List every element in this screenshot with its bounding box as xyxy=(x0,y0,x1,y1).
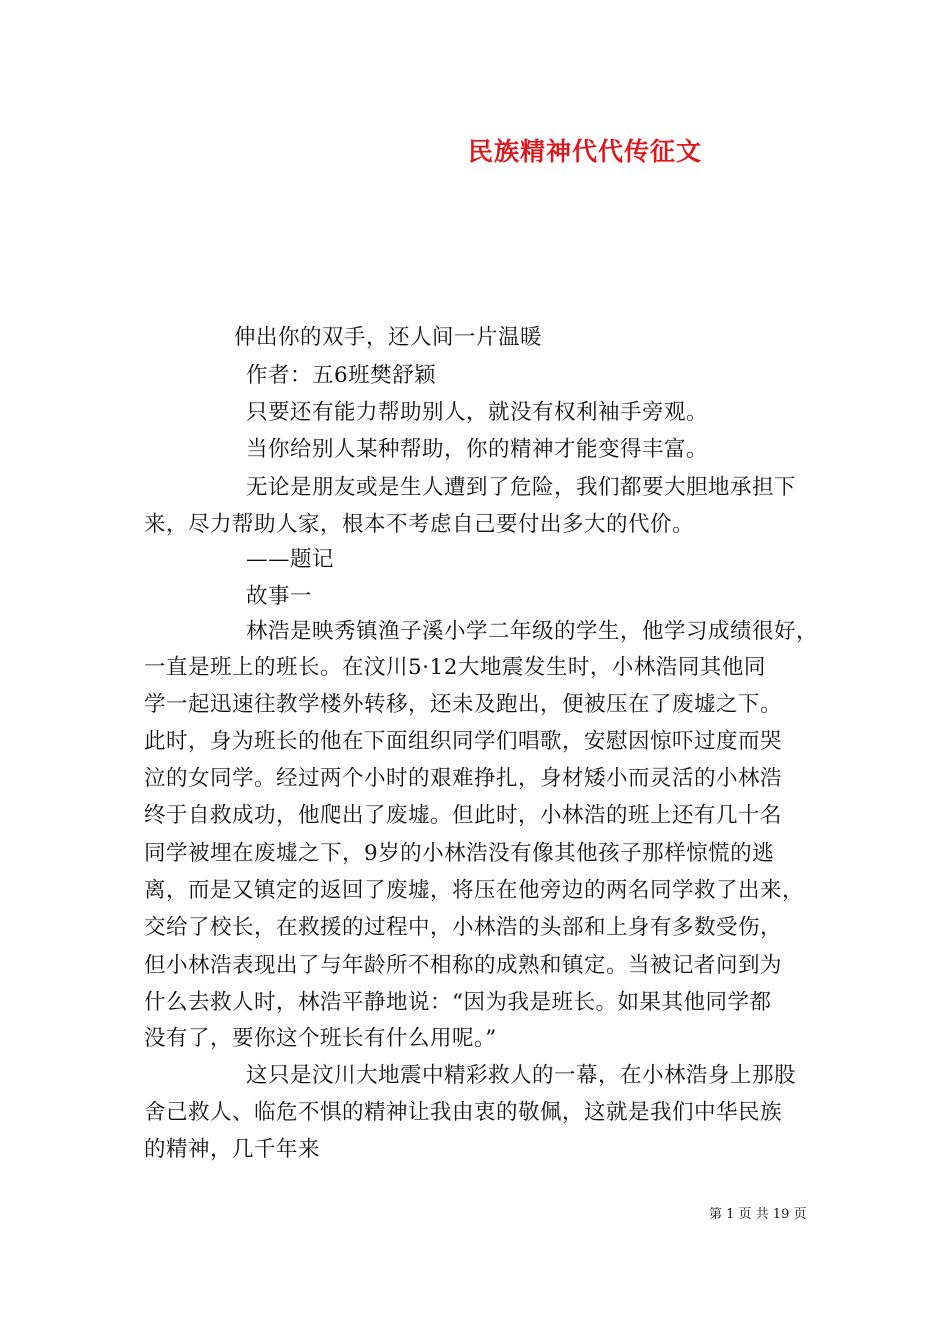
body-line: 学一起迅速往教学楼外转移，还未及跑出，便被压在了废墟之下。 xyxy=(144,692,783,717)
body-line: 当你给别人某种帮助，你的精神才能变得丰富。 xyxy=(246,437,709,462)
body-line: 什么去救人时，林浩平静地说：“因为我是班长。如果其他同学都 xyxy=(144,990,772,1015)
body-line: 只要还有能力帮助别人，就没有权利袖手旁观。 xyxy=(246,400,709,425)
body-line: 一直是班上的班长。在汶川5·12大地震发生时，小林浩同其他同 xyxy=(144,655,766,680)
body-line: 舍己救人、临危不惧的精神让我由衷的敬佩，这就是我们中华民族 xyxy=(144,1100,783,1125)
body-line: 但小林浩表现出了与年龄所不相称的成熟和镇定。当被记者问到为 xyxy=(144,953,783,978)
author-line: 作者：五6班樊舒颖 xyxy=(246,363,437,388)
body-line: 同学被埋在废墟之下，9岁的小林浩没有像其他孩子那样惊慌的逃 xyxy=(144,841,775,866)
document-title: 民族精神代代传征文 xyxy=(467,137,702,166)
body-line: 的精神，几千年来 xyxy=(144,1137,321,1162)
body-line: 终于自救成功，他爬出了废墟。但此时，小林浩的班上还有几十名 xyxy=(144,803,783,828)
body-line: 没有了，要你这个班长有什么用呢。” xyxy=(144,1026,497,1051)
body-line: 离，而是又镇定的返回了废墟，将压在他旁边的两名同学救了出来， xyxy=(144,878,805,903)
epigraph-attribution: ——题记 xyxy=(246,547,335,572)
section-heading: 故事一 xyxy=(246,584,313,609)
body-line: 泣的女同学。经过两个小时的艰难挣扎，身材矮小而灵活的小林浩 xyxy=(144,766,783,791)
body-line: 来，尽力帮助人家，根本不考虑自己要付出多大的代价。 xyxy=(144,512,695,537)
subtitle-line: 伸出你的双手，还人间一片温暖 xyxy=(234,325,543,350)
body-line: 此时，身为班长的他在下面组织同学们唱歌，安慰因惊吓过度而哭 xyxy=(144,729,783,754)
body-line: 交给了校长，在救援的过程中，小林浩的头部和上身有多数受伤， xyxy=(144,915,783,940)
page-number-footer: 第 1 页 共 19 页 xyxy=(709,1207,807,1222)
body-line: 林浩是映秀镇渔子溪小学二年级的学生，他学习成绩很好， xyxy=(246,619,819,644)
body-line: 无论是朋友或是生人遭到了危险，我们都要大胆地承担下 xyxy=(246,475,797,500)
body-line: 这只是汶川大地震中精彩救人的一幕，在小林浩身上那股 xyxy=(246,1063,797,1088)
